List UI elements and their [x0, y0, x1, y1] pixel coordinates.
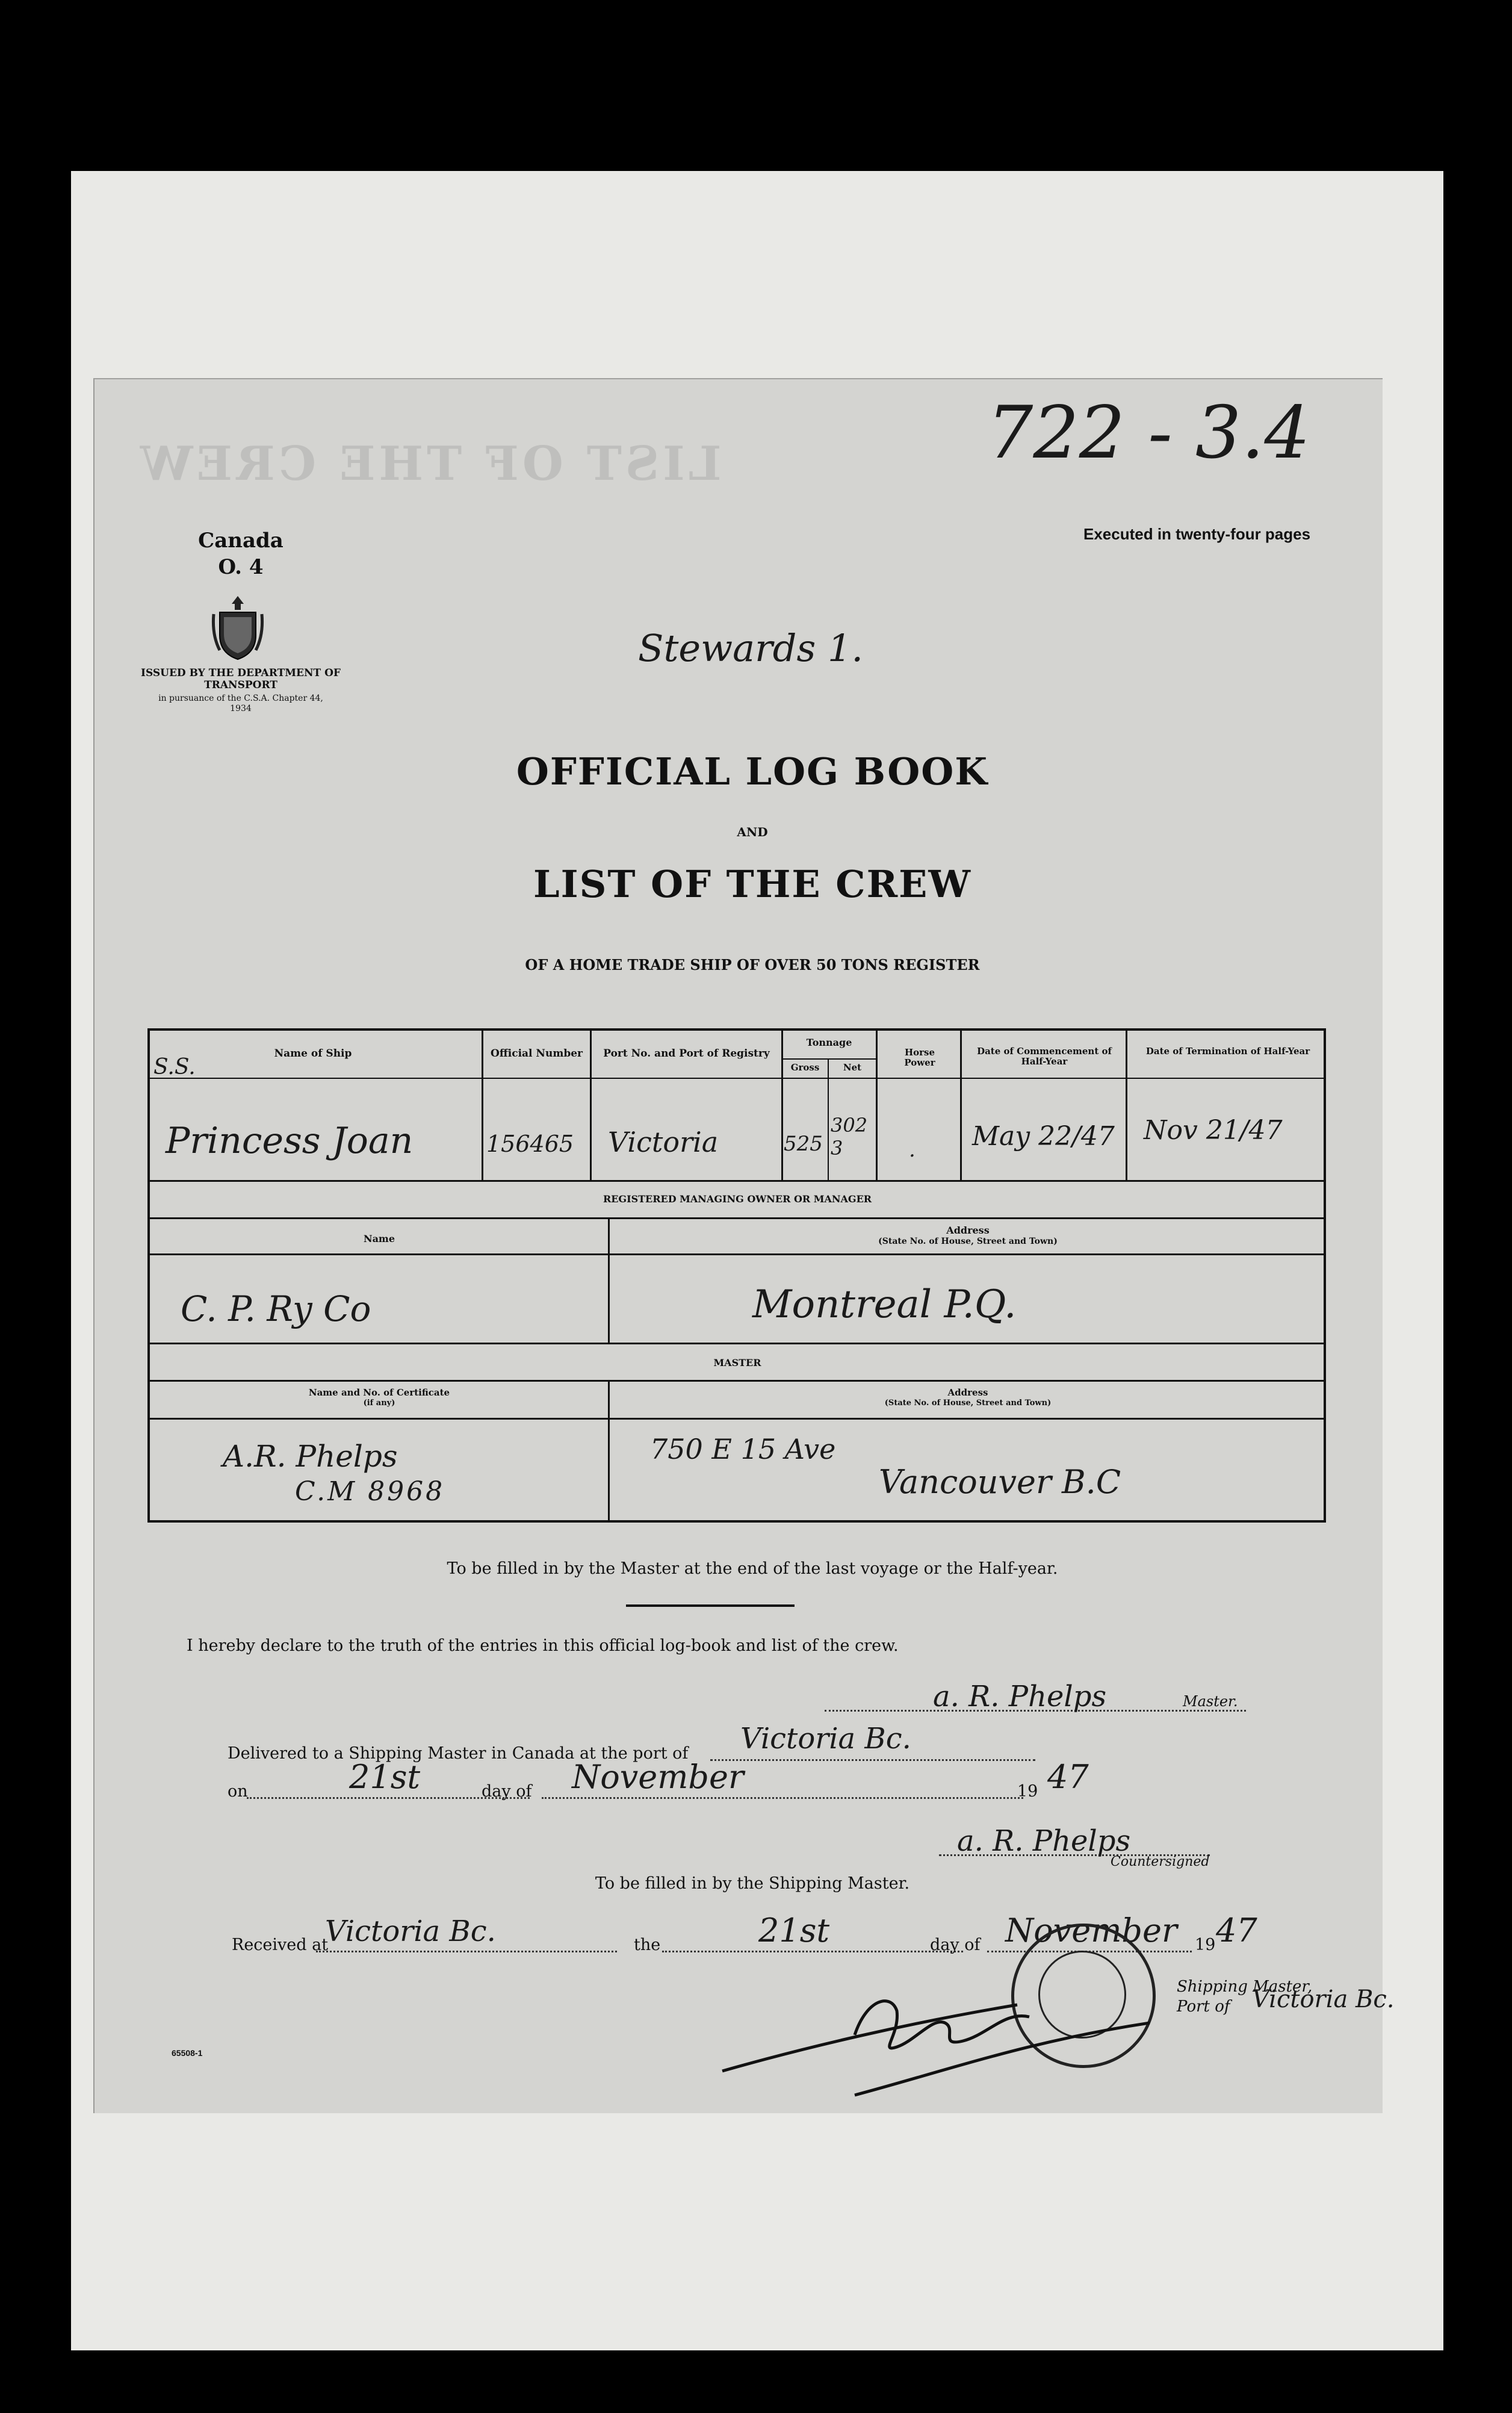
divider: [626, 1604, 795, 1607]
delivered-year-value: 47: [1047, 1758, 1089, 1796]
master-address-sub: (State No. of House, Street and Town): [884, 1399, 1052, 1408]
gross-value: 525: [784, 1132, 823, 1156]
header-horse-power: Horse Power: [904, 1047, 935, 1068]
coat-of-arms-icon: [211, 593, 265, 662]
delivered-text: Delivered to a Shipping Master in Canada at the port of: [228, 1744, 689, 1763]
received-day-of-label: day of: [930, 1936, 981, 1954]
received-year-value: 47: [1216, 1911, 1257, 1949]
title-subtitle: OF A HOME TRADE SHIP OF OVER 50 TONS REGISTER: [525, 956, 980, 974]
title-and: AND: [737, 825, 768, 839]
header-official-number: Official Number: [491, 1048, 583, 1060]
master-address-line2: Vancouver B.C: [879, 1463, 1121, 1501]
title-log-book: OFFICIAL LOG BOOK: [516, 750, 989, 793]
on-label: on: [228, 1782, 248, 1801]
pursuance-label: in pursuance of the C.S.A. Chapter 44, 1934: [158, 694, 323, 713]
owner-name-value: C. P. Ry Co: [181, 1288, 371, 1329]
title-crew-list: LIST OF THE CREW: [533, 862, 972, 906]
delivered-port-value: Victoria Bc.: [740, 1722, 911, 1756]
counter-signature: a. R. Phelps: [957, 1824, 1131, 1858]
the-label: the: [634, 1936, 661, 1954]
official-number-value: 156465: [486, 1131, 574, 1157]
delivered-month-value: November: [572, 1758, 744, 1796]
received-year-prefix: 19: [1195, 1936, 1216, 1954]
port-line: [710, 1759, 1035, 1761]
master-cert-value: C.M 8968: [295, 1476, 445, 1507]
countersigned-label: Countersigned: [1111, 1854, 1210, 1869]
month-line: [542, 1797, 1023, 1799]
received-day-line: [662, 1951, 963, 1952]
received-label: Received at: [232, 1936, 329, 1954]
shipping-master-label: Shipping Master,: [1177, 1978, 1313, 1996]
master-name-header: Name and No. of Certificate: [308, 1387, 450, 1398]
department-label: ISSUED BY THE DEPARTMENT OF TRANSPORT: [141, 667, 341, 691]
delivered-day-value: 21st: [349, 1758, 421, 1796]
bleed-through-text: LIST OF THE CREW: [137, 436, 722, 491]
pages-note: Executed in twenty-four pages: [1083, 525, 1311, 543]
owner-section-label: REGISTERED MANAGING OWNER OR MANAGER: [603, 1193, 872, 1205]
header-commencement: Date of Commencement of Half-Year: [977, 1046, 1112, 1067]
port-of-label: Port of: [1177, 1998, 1230, 2016]
shipping-master-fill-note: To be filled in by the Shipping Master.: [595, 1874, 910, 1893]
header-name-of-ship: Name of Ship: [274, 1048, 352, 1060]
owner-address-header: Address: [946, 1225, 990, 1236]
master-name-sub: (if any): [363, 1399, 395, 1408]
master-label: Master.: [1183, 1693, 1238, 1710]
net-value: 302 3: [831, 1114, 868, 1160]
country-label: Canada: [198, 529, 284, 553]
ship-name-value: Princess Joan: [166, 1120, 414, 1162]
master-fill-note: To be filled in by the Master at the end of the last voyage or the Half-year.: [447, 1559, 1058, 1578]
header-gross: Gross: [790, 1062, 820, 1073]
received-month-value: November: [1005, 1911, 1177, 1949]
form-number: O. 4: [218, 555, 264, 579]
received-port-value: Victoria Bc.: [325, 1915, 496, 1948]
header-tonnage: Tonnage: [806, 1037, 852, 1048]
owner-name-header: Name: [363, 1233, 395, 1244]
port-value: Victoria: [608, 1126, 719, 1158]
master-section-label: MASTER: [713, 1357, 761, 1368]
ship-prefix: S.S.: [153, 1055, 196, 1079]
header-net: Net: [843, 1062, 862, 1073]
received-port-line: [316, 1951, 617, 1952]
header-port: Port No. and Port of Registry: [603, 1048, 770, 1060]
master-address-line1: 750 E 15 Ave: [650, 1433, 836, 1465]
horse-power-value: .: [909, 1138, 916, 1162]
declaration-statement: I hereby declare to the truth of the entries in this official log-book and list of the crew.: [187, 1636, 899, 1655]
shipping-master-signature: [716, 1969, 1198, 2101]
port-of-value: Victoria Bc.: [1252, 1986, 1395, 2013]
department-note: Stewards 1.: [638, 626, 864, 670]
received-day-value: 21st: [758, 1911, 830, 1949]
reference-number: 722 - 3.4: [987, 391, 1310, 475]
master-name-value: A.R. Phelps: [223, 1439, 398, 1474]
owner-address-value: Montreal P.Q.: [752, 1282, 1017, 1327]
header-termination: Date of Termination of Half-Year: [1145, 1046, 1310, 1057]
owner-address-sub: (State No. of House, Street and Town): [878, 1237, 1058, 1246]
form-code: 65508-1: [172, 2048, 203, 2058]
day-of-label: day of: [482, 1782, 532, 1801]
master-signature: a. R. Phelps: [933, 1680, 1107, 1713]
master-address-header: Address: [947, 1387, 988, 1398]
year-prefix: 19: [1017, 1782, 1038, 1801]
termination-value: Nov 21/47: [1144, 1115, 1283, 1146]
commencement-value: May 22/47: [972, 1121, 1115, 1152]
